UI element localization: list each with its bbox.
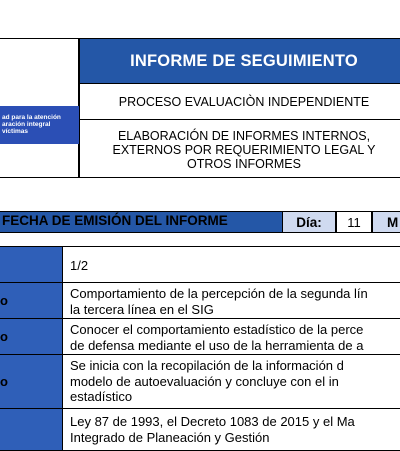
procedure-name bbox=[112, 127, 375, 171]
logo-text bbox=[2, 114, 78, 135]
day-value: 11 bbox=[347, 214, 361, 230]
row-label-cell bbox=[0, 283, 63, 318]
row-value-cell bbox=[63, 409, 400, 450]
process-cell bbox=[79, 84, 400, 120]
row-label: o bbox=[0, 329, 8, 344]
row-value-line: Conocer el comportamiento estadístico de la perce bbox=[70, 322, 364, 337]
row-label: o bbox=[0, 293, 8, 308]
day-label-cell bbox=[282, 211, 336, 233]
table-row bbox=[0, 355, 400, 409]
row-value-line: Comportamiento de la percepción de la segunda lín bbox=[70, 286, 368, 301]
row-value-line: Integrado de Planeación y Gestión bbox=[70, 429, 270, 445]
row-value-line: estadístico bbox=[70, 389, 133, 404]
table-row bbox=[0, 283, 400, 319]
row-label-cell bbox=[0, 409, 63, 450]
row-value-line: de defensa mediante el uso de la herramienta de a bbox=[70, 337, 364, 353]
report-title-cell bbox=[79, 38, 400, 84]
row-value-line: la tercera línea en el SIG bbox=[70, 301, 214, 317]
row-label-cell bbox=[0, 355, 63, 408]
logo-text-line: aración integral bbox=[2, 121, 51, 128]
table-row bbox=[0, 409, 400, 451]
month-label-cell bbox=[372, 211, 400, 233]
day-value-cell bbox=[336, 211, 372, 233]
row-label: o bbox=[0, 374, 8, 389]
procedure-cell bbox=[79, 120, 400, 178]
procedure-line: ELABORACIÓN DE INFORMES INTERNOS, bbox=[117, 128, 371, 143]
day-label: Día: bbox=[296, 214, 322, 230]
process-name: PROCESO EVALUACIÒN INDEPENDIENTE bbox=[118, 94, 370, 109]
procedure-line: EXTERNOS POR REQUERIMIENTO LEGAL Y bbox=[112, 142, 376, 157]
row-value-line: Ley 87 de 1993, el Decreto 1083 de 2015 y el Ma bbox=[70, 414, 355, 429]
row-label-cell bbox=[0, 247, 63, 282]
report-title: INFORME DE SEGUIMIENTO bbox=[130, 51, 358, 70]
month-label: M bbox=[387, 214, 399, 230]
row-value-cell bbox=[63, 247, 400, 282]
issue-date-label: FECHA DE EMISIÓN DEL INFORME bbox=[2, 213, 228, 228]
row-value-cell bbox=[63, 355, 400, 408]
row-value-cell bbox=[63, 319, 400, 354]
table-row bbox=[0, 319, 400, 355]
logo-text-line: víctimas bbox=[2, 128, 29, 135]
report-detail-table bbox=[0, 246, 400, 451]
row-value-line: 1/2 bbox=[70, 258, 89, 273]
procedure-line: OTROS INFORMES bbox=[187, 156, 301, 171]
row-value-cell bbox=[63, 283, 400, 318]
table-row bbox=[0, 247, 400, 283]
row-value-line: Se inicia con la recopilación de la información d bbox=[70, 358, 344, 373]
logo-text-line: ad para la atención bbox=[2, 114, 61, 121]
row-value-line: modelo de autoevaluación y concluye con el in bbox=[70, 373, 339, 389]
row-label-cell bbox=[0, 319, 63, 354]
